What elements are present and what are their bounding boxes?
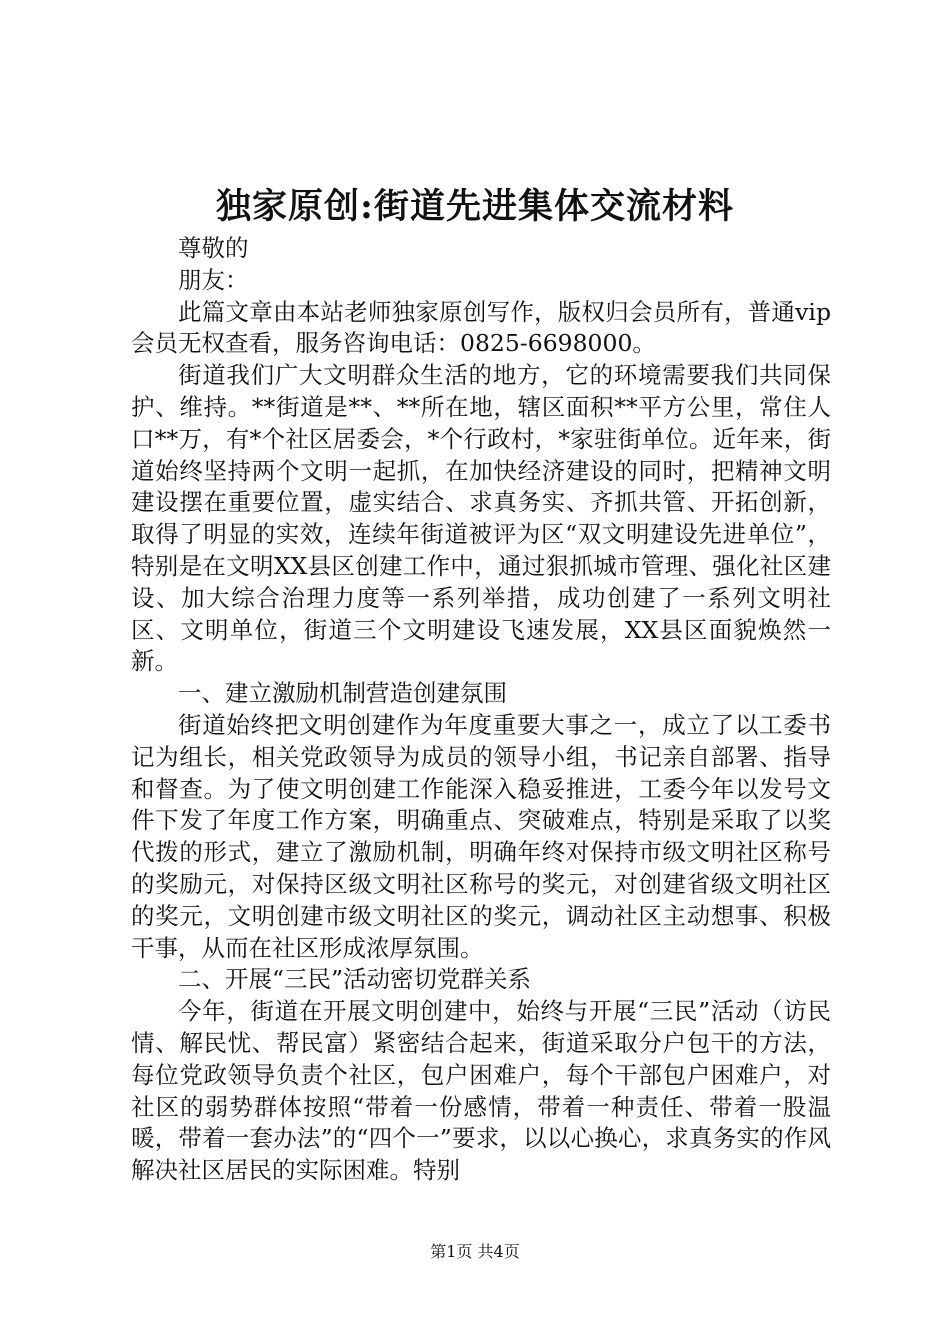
salutation-line: 朋友： xyxy=(178,265,249,294)
section-1-paragraph: 街道始终把文明创建作为年度重要大事之一，成立了以工委书记为组长，相关党政领导为成员的领导小组，书记亲自部署、指导和督查。为了使文明创建工作能深入稳妥推进，工委今年以发号文件下发了年度工作方案，明确重点、突破难点，特别是采取了以奖代拨的形式，建立了激励机制，明确年终对保持市级文明社区称号的奖励元，对保持区级文明社区称号的奖元，对创建省级文明社区的奖元，文明创建市级文明社区的奖元，调动社区主动想事、积极干事，从而在社区形成浓厚氛围。 xyxy=(131,710,831,962)
copyright-notice-paragraph: 此篇文章由本站老师独家原创写作，版权归会员所有，普通vip会员无权查看，服务咨询电话：0825-6698000。 xyxy=(131,297,831,358)
section-heading-1: 一、建立激励机制营造创建氛围 xyxy=(178,679,507,708)
section-heading-2: 二、开展“三民”活动密切党群关系 xyxy=(178,965,532,994)
document-title: 独家原创:街道先进集体交流材料 xyxy=(216,186,734,227)
intro-paragraph: 街道我们广大文明群众生活的地方，它的环境需要我们共同保护、维持。**街道是**、**所在地，辖区面积**平方公里，常住人口**万，有*个社区居委会，*个行政村，*家驻街单位。近年来，街道始终坚持两个文明一起抓，在加快经济建设的同时，把精神文明建设摆在重要位置，虚实结合、求真务实、齐抓共管、开拓创新，取得了明显的实效，连续年街道被评为区“双文明建设先进单位”，特别是在文明XX县区创建工作中，通过狠抓城市管理、强化社区建设、加大综合治理力度等一系列举措，成功创建了一系列文明社区、文明单位，街道三个文明建设飞速发展，XX县区面貌焕然一新。 xyxy=(131,361,831,676)
salutation-line: 尊敬的 xyxy=(178,234,249,262)
page-number-footer: 第1页 共4页 xyxy=(430,1242,520,1261)
document-body xyxy=(131,233,831,1187)
section-2-paragraph: 今年，街道在开展文明创建中，始终与开展“三民”活动（访民情、解民忧、帮民富）紧密结合起来，街道采取分户包干的方法，每位党政领导负责个社区，包户困难户，每个干部包户困难户，对社区的弱势群体按照“带着一份感情，带着一种责任、带着一股温暖，带着一套办法”的“四个一”要求，以以心换心，求真务实的作风解决社区居民的实际困难。特别 xyxy=(131,997,831,1185)
